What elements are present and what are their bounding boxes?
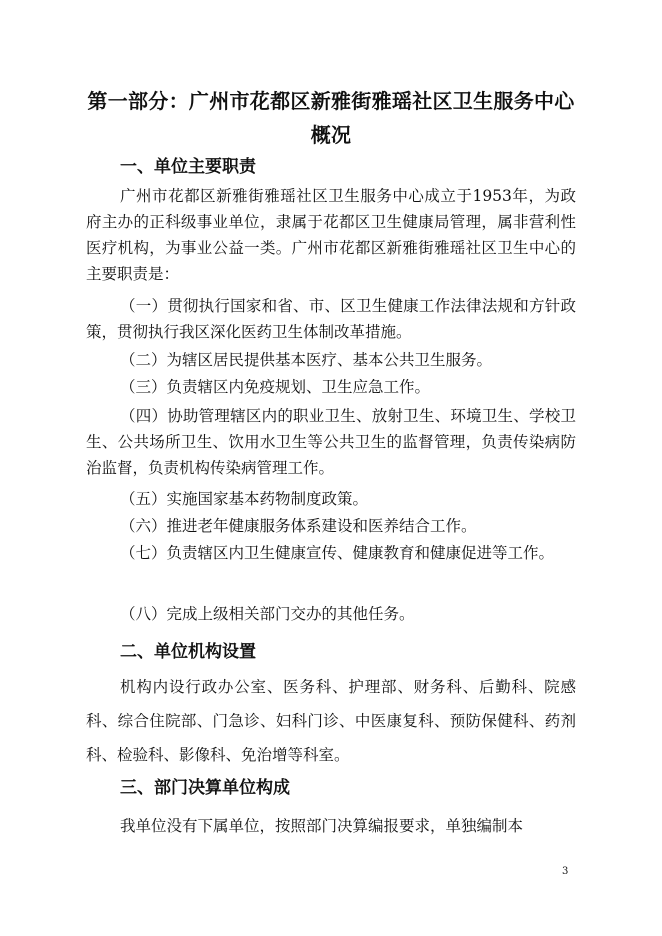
duty-item-3: （三）负责辖区内免疫规划、卫生应急工作。 [120,378,431,396]
paragraph-intro: 广州市花都区新雅街雅瑶社区卫生服务中心成立于1953年，为政府主办的正科级事业单位，隶属于花都区卫生健康局管理，属非营利性医疗机构，为事业公益一类。广州市花都区新雅街雅瑶社区卫生中心的主要职责是： [86,187,576,283]
page-title-line-2: 概况 [310,123,352,147]
duty-item-6: （六）推进老年健康服务体系建设和医养结合工作。 [120,517,477,535]
duty-item-8: （八）完成上级相关部门交办的其他任务。 [120,605,415,623]
paragraph-organization: 机构内设行政办公室、医务科、护理部、财务科、后勤科、院感科、综合住院部、门急诊、妇科门诊、中医康复科、预防保健科、药剂科、检验科、影像科、免治增等科室。 [86,678,576,764]
duty-item-1: （一）贯彻执行国家和省、市、区卫生健康工作法律法规和方针政策，贯彻执行我区深化医药卫生体制改革措施。 [86,297,576,341]
page-number: 3 [562,866,569,877]
duty-item-2: （二）为辖区居民提供基本医疗、基本公共卫生服务。 [120,351,493,369]
section-heading-composition: 三、部门决算单位构成 [120,778,290,798]
duty-item-5: （五）实施国家基本药物制度政策。 [120,490,369,508]
duty-item-4: （四）协助管理辖区内的职业卫生、放射卫生、环境卫生、学校卫生、公共场所卫生、饮用水卫生等公共卫生的监督管理，负责传染病防治监督，负责机构传染病管理工作。 [86,407,576,477]
section-heading-responsibilities: 一、单位主要职责 [120,157,256,177]
section-heading-organization: 二、单位机构设置 [120,642,256,662]
paragraph-composition: 我单位没有下属单位，按照部门决算编报要求，单独编制本 [120,817,524,835]
duty-item-7: （七）负责辖区内卫生健康宣传、健康教育和健康促进等工作。 [120,544,555,562]
page-title-line-1: 第一部分：广州市花都区新雅街雅瑶社区卫生服务中心 [87,89,575,113]
